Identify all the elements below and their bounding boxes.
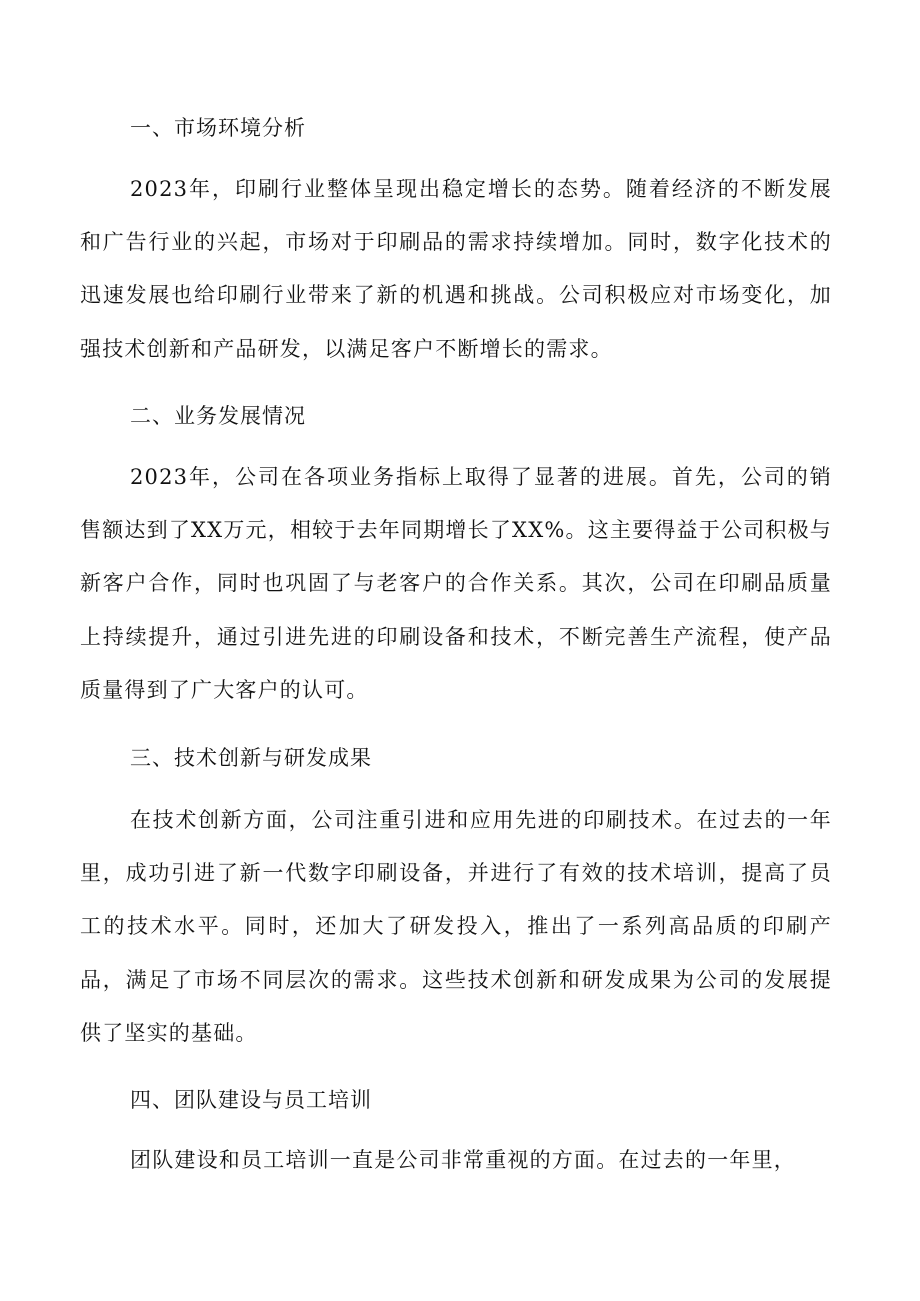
section-heading-team-building: 四、团队建设与员工培训 xyxy=(130,1088,372,1112)
section-paragraph-market-environment: 2023年，印刷行业整体呈现出稳定增长的态势。随着经济的不断发展和广告行业的兴起，市场对于印刷品的需求持续增加。同时，数字化技术的迅速发展也给印刷行业带来了新的机遇和挑战。公司积极应对市场变化，加强技术创新和产品研发，以满足客户不断增长的需求。 xyxy=(80,177,832,361)
section-heading-technology-innovation: 三、技术创新与研发成果 xyxy=(130,746,372,770)
section-paragraph-business-development: 2023年，公司在各项业务指标上取得了显著的进展。首先，公司的销售额达到了XX万元，相较于去年同期增长了XX%。这主要得益于公司积极与新客户合作，同时也巩固了与老客户的合作关系。其次，公司在印刷品质量上持续提升，通过引进先进的印刷设备和技术，不断完善生产流程，使产品质量得到了广大客户的认可。 xyxy=(80,465,832,702)
section-heading-business-development: 二、业务发展情况 xyxy=(130,404,306,428)
section-paragraph-technology-innovation: 在技术创新方面，公司注重引进和应用先进的印刷技术。在过去的一年里，成功引进了新一代数字印刷设备，并进行了有效的技术培训，提高了员工的技术水平。同时，还加大了研发投入，推出了一系列高品质的印刷产品，满足了市场不同层次的需求。这些技术创新和研发成果为公司的发展提供了坚实的基础。 xyxy=(80,808,832,1045)
section-heading-market-environment: 一、市场环境分析 xyxy=(130,116,306,140)
section-paragraph-team-building: 团队建设和员工培训一直是公司非常重视的方面。在过去的一年里， xyxy=(130,1148,796,1172)
